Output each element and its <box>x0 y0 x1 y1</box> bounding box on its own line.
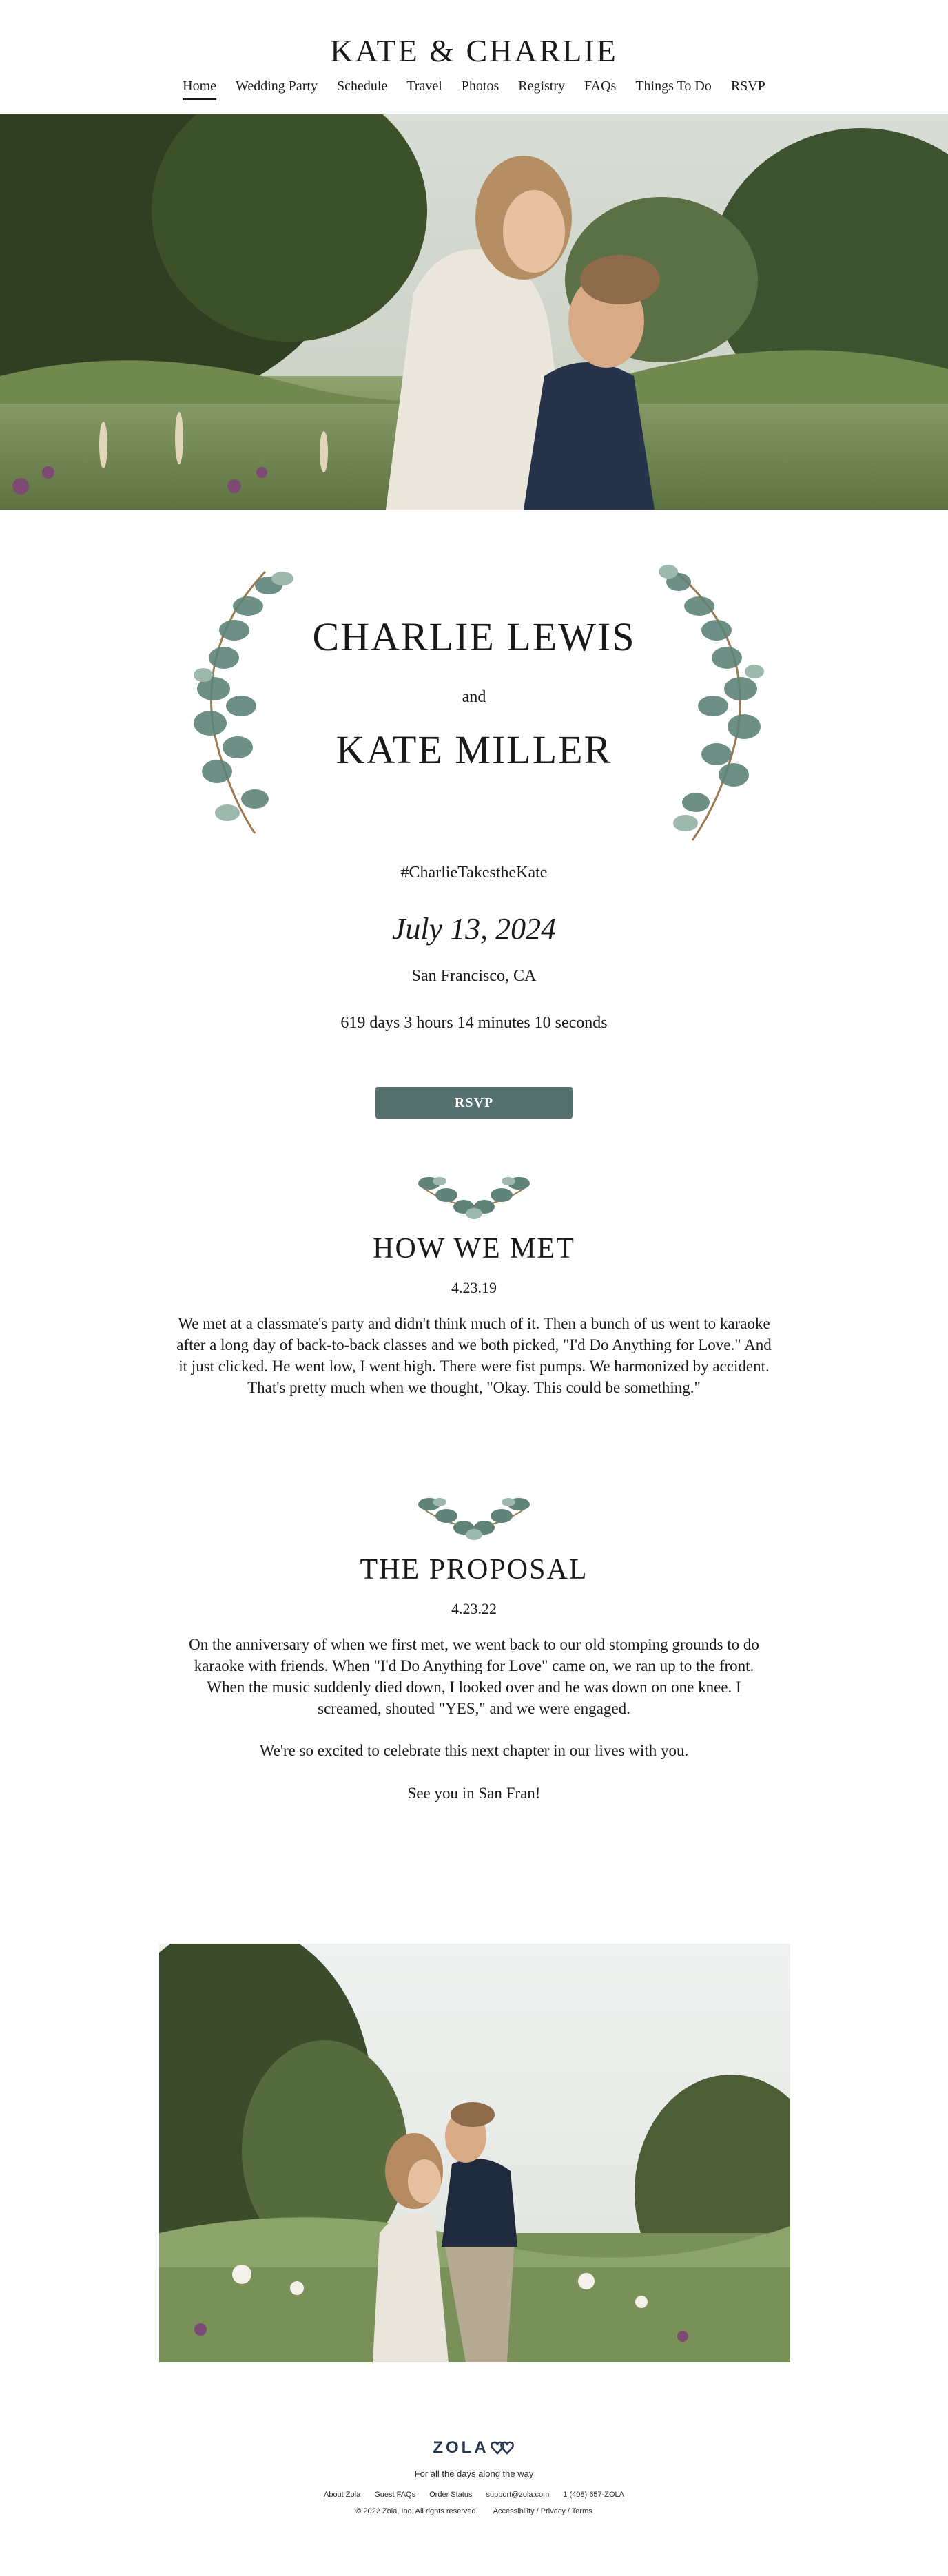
hero-photo <box>0 114 948 510</box>
nav-schedule[interactable]: Schedule <box>336 79 388 94</box>
footer-tagline: For all the days along the way <box>414 2469 534 2479</box>
nav-registry[interactable]: Registry <box>518 79 566 94</box>
footer-links <box>0 2491 948 2499</box>
how-we-met-story: We met at a classmate's party and didn't think much of it. Then a bunch of us went to karaoke after a long day of back-to-back classes and we both picked, "I'd Do Anything for Love." And it just clicked. He went low, I went high. There were fist pumps. We harmonized by accident. That's pretty much when we thought, "Okay. This could be something." <box>176 1315 772 1396</box>
couple-kissing-image <box>159 1944 790 2362</box>
rsvp-button[interactable]: RSVP <box>375 1087 573 1119</box>
zola-brand-text: ZOLA <box>433 2438 489 2457</box>
footer-link-about[interactable]: About Zola <box>323 2491 361 2499</box>
proposal-title: THE PROPOSAL <box>360 1554 588 1586</box>
proposal-closing-2: See you in San Fran! <box>407 1785 541 1802</box>
nav-wedding-party[interactable]: Wedding Party <box>236 79 318 94</box>
partner-name-2: KATE MILLER <box>336 727 612 772</box>
wedding-hashtag: #CharlieTakestheKate <box>400 864 548 882</box>
nav-home[interactable]: Home <box>183 79 216 100</box>
nav-rsvp[interactable]: RSVP <box>730 79 765 94</box>
nav-faqs[interactable]: FAQs <box>584 79 617 94</box>
proposal-closing-1: We're so excited to celebrate this next chapter in our lives with you. <box>259 1742 689 1759</box>
nav-things-to-do[interactable]: Things To Do <box>635 79 712 94</box>
legal-links[interactable]: Accessibility / Privacy / Terms <box>493 2507 592 2515</box>
site-title: KATE & CHARLIE <box>330 33 618 68</box>
eucalyptus-divider-icon <box>412 1171 536 1227</box>
wedding-location: San Francisco, CA <box>411 967 537 985</box>
footer-legal <box>0 2507 948 2515</box>
and-word: and <box>462 688 486 706</box>
main-nav <box>0 79 948 100</box>
wedding-date: July 13, 2024 <box>391 912 557 946</box>
copyright-text: © 2022 Zola, Inc. All rights reserved. <box>356 2507 478 2515</box>
site-header <box>0 0 948 114</box>
footer-link-phone[interactable]: 1 (408) 657-ZOLA <box>563 2491 624 2499</box>
eucalyptus-divider-icon <box>412 1492 536 1548</box>
zola-logo[interactable] <box>0 2438 948 2458</box>
footer-link-order-status[interactable]: Order Status <box>429 2491 473 2499</box>
couple-photo <box>159 1944 790 2362</box>
how-we-met-date: 4.23.19 <box>451 1279 497 1296</box>
nav-photos[interactable]: Photos <box>461 79 499 94</box>
proposal-date: 4.23.22 <box>451 1600 497 1617</box>
footer-link-guest-faqs[interactable]: Guest FAQs <box>374 2491 416 2499</box>
countdown-timer: 619 days 3 hours 14 minutes 10 seconds <box>340 1014 608 1032</box>
hero-couple-image <box>0 114 948 510</box>
footer-link-support-email[interactable]: support@zola.com <box>486 2491 550 2499</box>
nav-travel[interactable]: Travel <box>406 79 442 94</box>
double-heart-icon <box>491 2441 515 2455</box>
partner-name-1: CHARLIE LEWIS <box>312 614 636 659</box>
proposal-story: On the anniversary of when we first met, we went back to our old stomping grounds to do karaoke with friends. When "I'd Do Anything for Love" came on, we ran up to the front. When the music suddenly died down, I looked over and he was down on one knee. I screamed, shouted "YES," and we were engaged. <box>189 1636 759 1717</box>
how-we-met-title: HOW WE MET <box>373 1233 575 1265</box>
